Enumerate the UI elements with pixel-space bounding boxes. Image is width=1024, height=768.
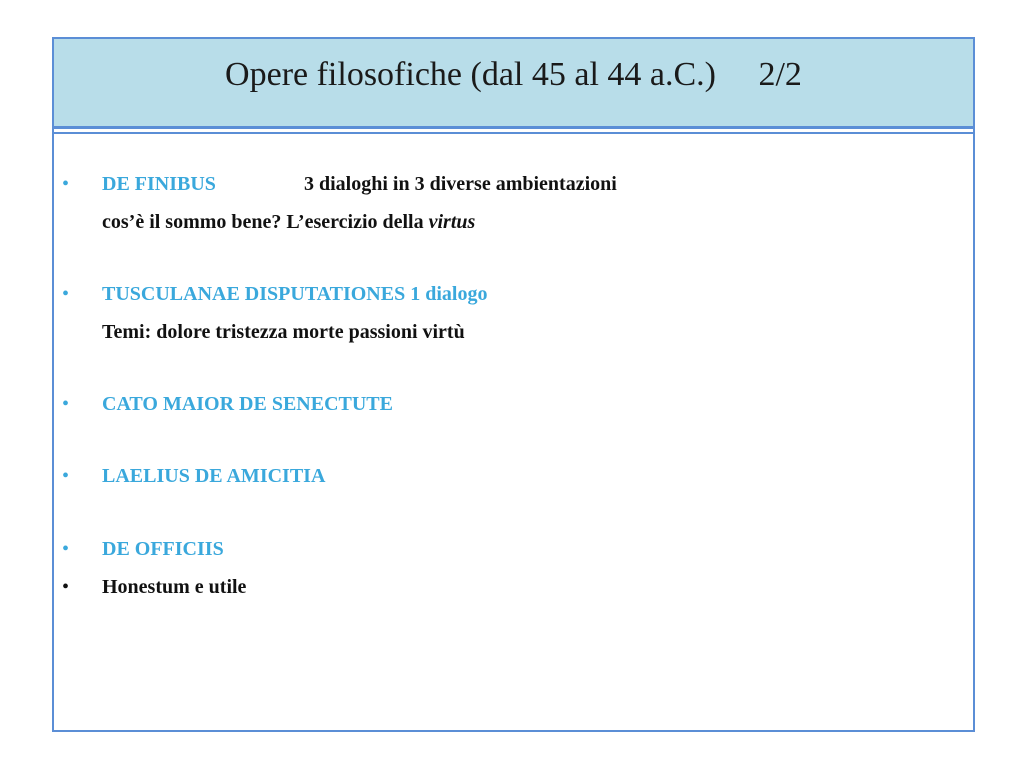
bullet-icon: • bbox=[62, 283, 70, 305]
title-bar bbox=[54, 39, 973, 126]
subline-text: cos’è il sommo bene? L’esercizio della bbox=[102, 211, 429, 233]
bullet-icon: • bbox=[62, 538, 70, 560]
work-title-cato-maior: CATO MAIOR DE SENECTUTE bbox=[102, 393, 393, 415]
title-separator-bottom bbox=[54, 132, 973, 134]
bullet-icon: • bbox=[62, 173, 70, 195]
subline-italic-term: virtus bbox=[428, 211, 476, 233]
slide-frame bbox=[52, 37, 975, 732]
bullet-icon: • bbox=[62, 576, 70, 598]
work-title-de-officiis: DE OFFICIIS bbox=[102, 538, 224, 560]
title-separator-top bbox=[54, 126, 973, 129]
work-title-tusculanae: TUSCULANAE DISPUTATIONES 1 dialogo bbox=[102, 283, 488, 305]
work-title-laelius: LAELIUS DE AMICITIA bbox=[102, 465, 326, 487]
work-title-de-finibus: DE FINIBUS bbox=[102, 173, 216, 195]
bullet-honestum-e-utile: Honestum e utile bbox=[102, 576, 247, 598]
work-subline-tusculanae: Temi: dolore tristezza morte passioni virtù bbox=[102, 321, 465, 343]
bullet-icon: • bbox=[62, 465, 70, 487]
work-subline-de-finibus bbox=[102, 210, 475, 234]
slide-title: Opere filosofiche (dal 45 al 44 a.C.) 2/2 bbox=[225, 56, 802, 93]
bullet-icon: • bbox=[62, 393, 70, 415]
work-detail-de-finibus: 3 dialoghi in 3 diverse ambientazioni bbox=[304, 173, 617, 195]
